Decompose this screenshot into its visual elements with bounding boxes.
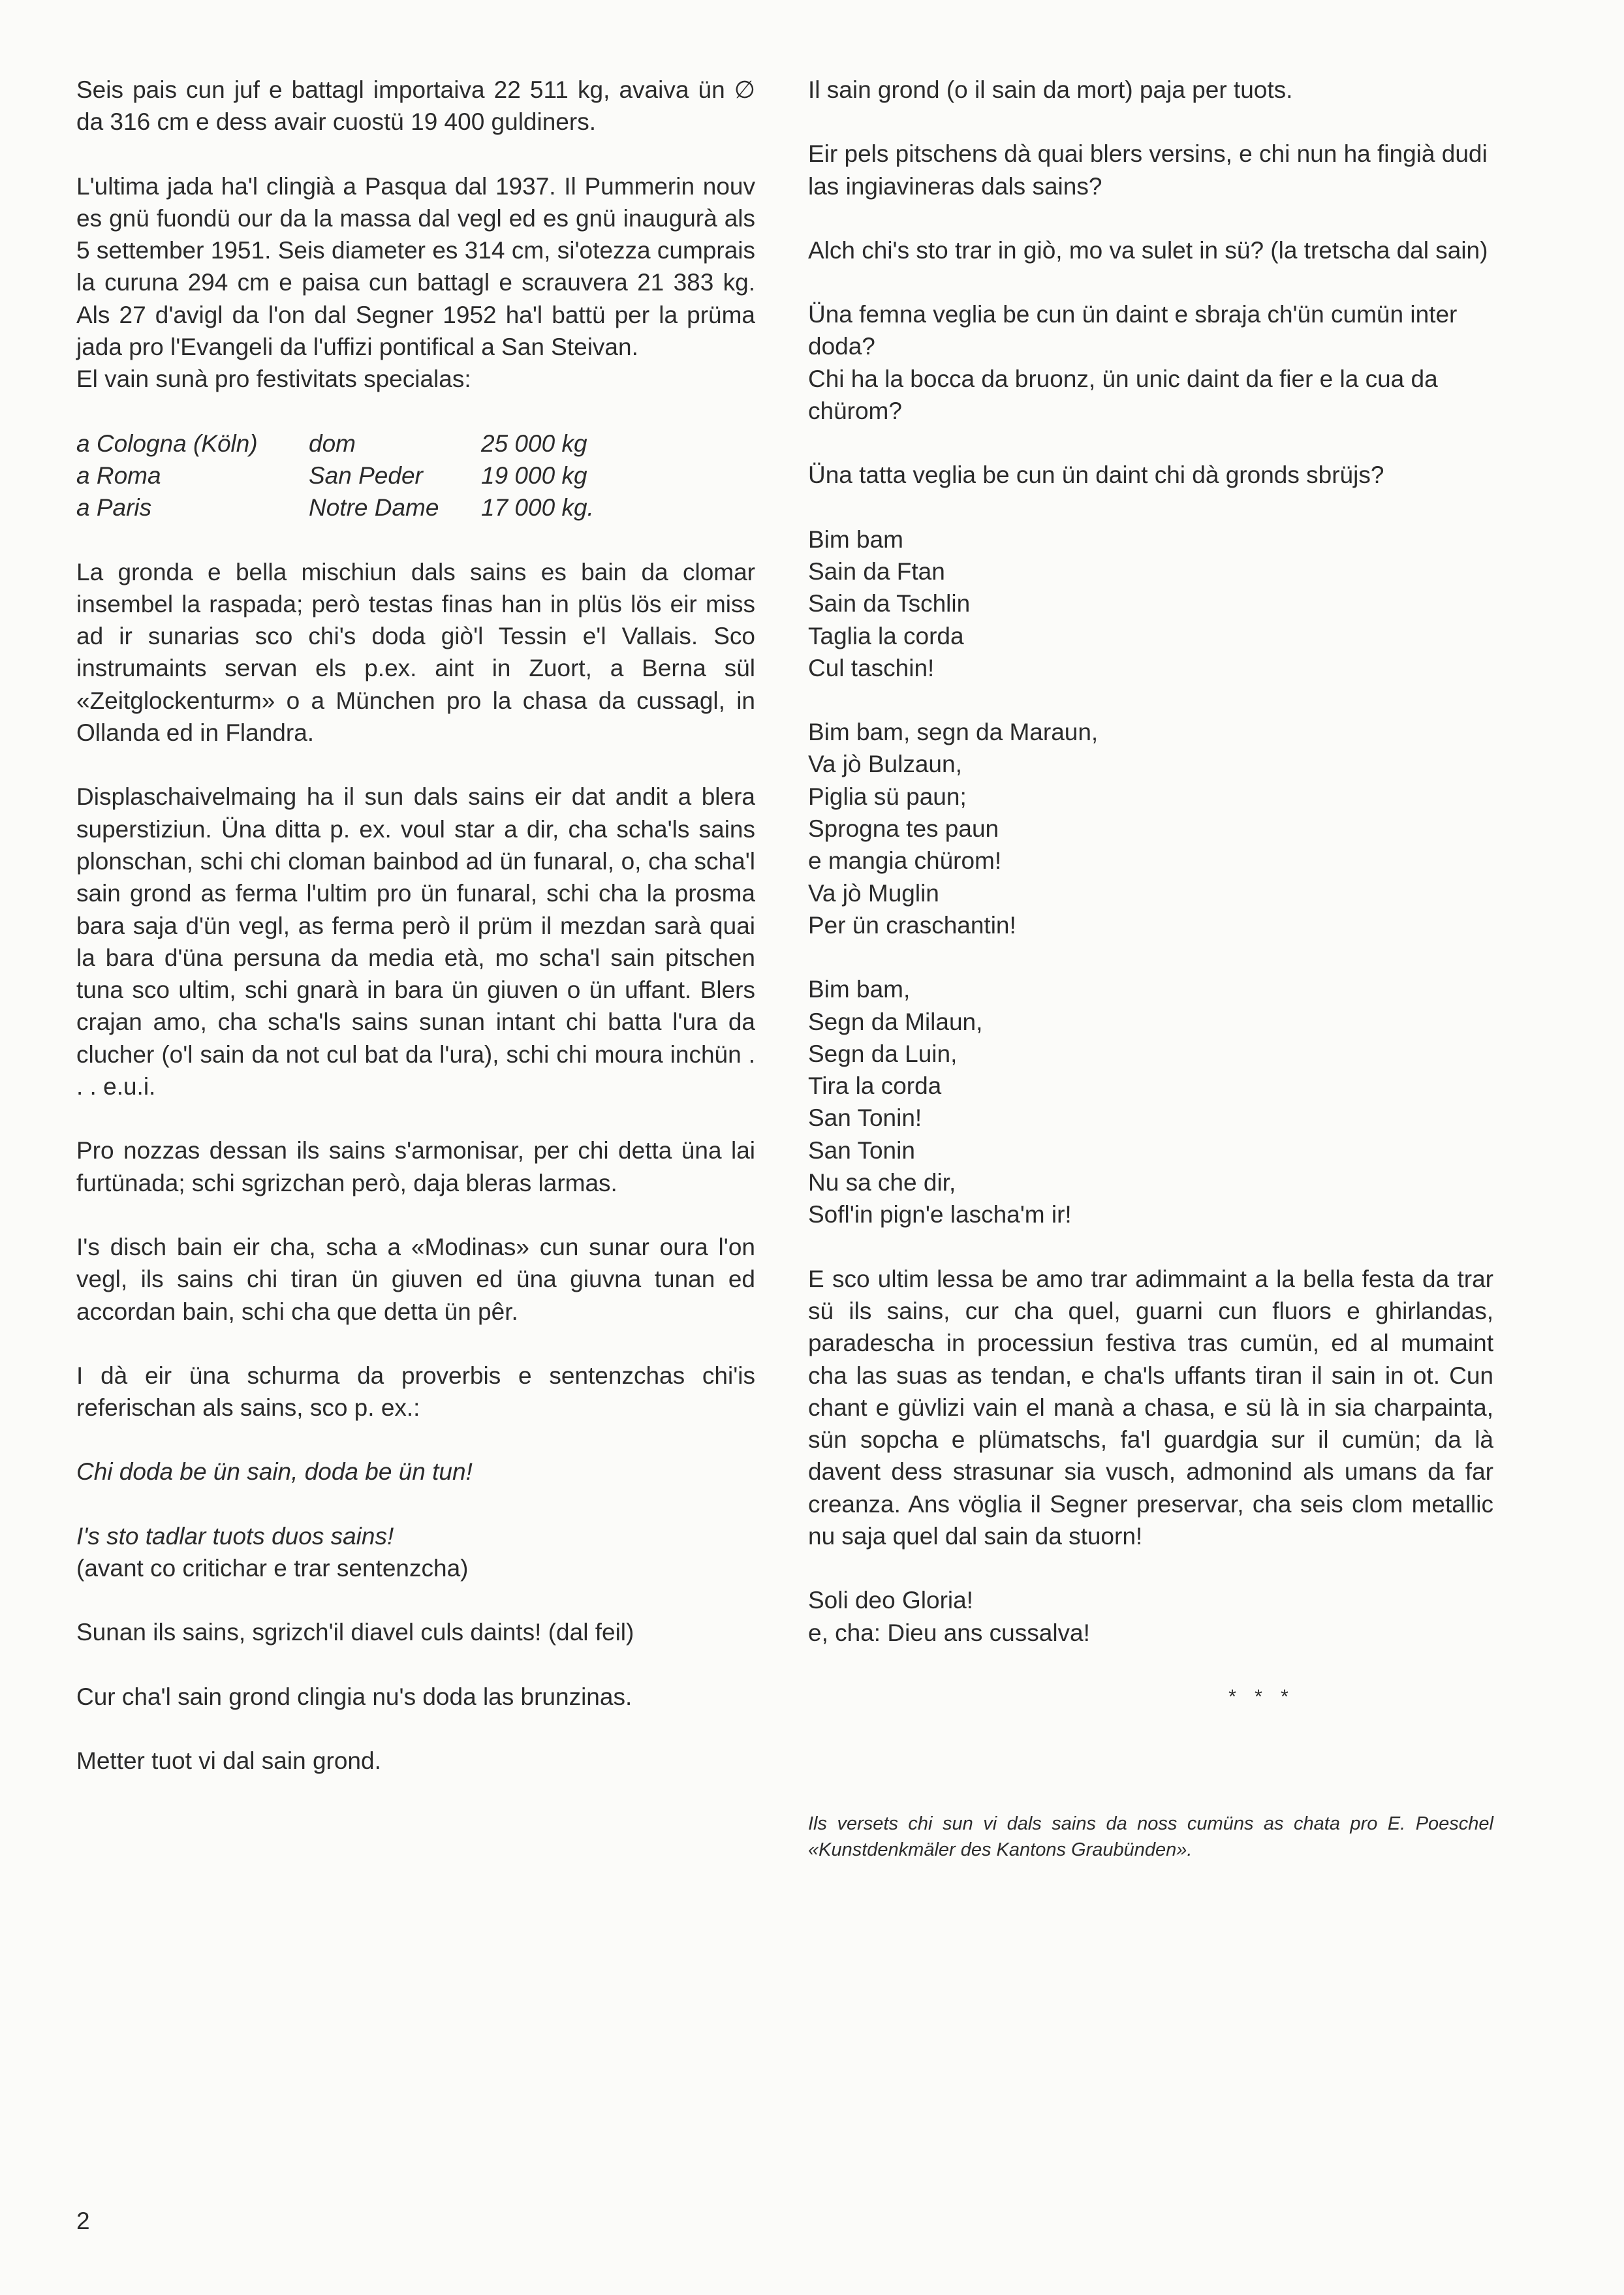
verse-line: Sain da Ftan: [808, 557, 945, 585]
verse-maraun: [808, 716, 1493, 941]
bell-city: a Roma: [76, 461, 161, 489]
left-column: [76, 74, 755, 1809]
verse-line: Tira la corda: [808, 1072, 942, 1100]
right-column: [808, 74, 1493, 1882]
paragraph-modinas: I's disch bain eir cha, scha a «Modinas» cun sunar oura l'on vegl, ils sains chi tiran ün giuven ed üna giuvna tunan ed accordan bain, schi cha que detta ün pêr.: [76, 1233, 755, 1325]
verse-line: Bim bam: [808, 525, 903, 553]
paragraph-death-bell: Il sain grond (o il sain da mort) paja per tuots.: [808, 76, 1293, 103]
verse-line: Va jò Muglin: [808, 879, 939, 907]
verse-line: Cul taschin!: [808, 654, 935, 681]
verse-line: Sain da Tschlin: [808, 590, 971, 617]
bell-weight: 17 000 kg.: [481, 494, 594, 522]
proverb: I's sto tadlar tuots duos sains!: [76, 1522, 394, 1550]
paragraph-festivities-intro: El vain sunà pro festivitats specialas:: [76, 366, 471, 393]
verse-ftan: [808, 523, 1493, 684]
proverb-explanation: (avant co critichar e trar sentenzcha): [76, 1554, 469, 1582]
riddle: Üna tatta veglia be cun ün daint chi dà gronds sbrüjs?: [808, 461, 1384, 489]
riddle: Üna femna veglia be cun ün daint e sbraja ch'ün cumün inter doda?: [808, 301, 1458, 360]
verse-line: Va jò Bulzaun,: [808, 751, 962, 778]
verse-milaun: [808, 973, 1493, 1230]
paragraph-superstition: Displaschaivelmaing ha il sun dals sains eir dat andit a blera superstiziun. Üna ditta p. ex. voul star a dir, cha scha'ls sains plonschan, schi chi cloman bainbod ad ün funaral, o, cha scha'l sain grond as ferma l'ultim pro ün funaral, schi cha la prosma bara saja d'ün vegl, as ferma però il prüm il mezdan sarà quai la bara d'üna persuna da media età, mo scha'l sain pitschen tuna sco ultim, schi gnarà in bara ün giuven o ün uffant. Blers crajan amo, cha scha'ls sains sunan intant chi batta l'ura da clucher (o'l sain da not cul bat da l'ura), schi chi moura inchün . . . e.u.i.: [76, 783, 755, 1101]
paragraph-bell-festival: E sco ultim lessa be amo trar adimmaint a la bella festa da trar sü ils sains, cur cha quel, guarni cun fluors e ghirlandas, paradescha in processiun festiva tras cumün, ed al mumaint cha las suas as tendan, e cha'ls uffants tiran il sain in ot. Cun chant e güvlizi vain el manà a chasa, e sü là in sia charpainta, sün sopcha e plümatschs, fa'l guardgia sur il cumün; da là davent dess strasunar sia vusch, admonind als umans da far creanza. Ans vöglia il Segner preservar, cha seis clom metallic nu saja quel dal sain da stuorn!: [808, 1265, 1493, 1550]
verse-line: e mangia chürom!: [808, 847, 1002, 875]
verse-line: Segn da Luin,: [808, 1040, 958, 1067]
proverb: Chi doda be ün sain, doda be ün tun!: [76, 1458, 473, 1486]
verse-line: Per ün craschantin!: [808, 911, 1016, 939]
paragraph-pummerin: L'ultima jada ha'l clingià a Pasqua dal 1937. Il Pummerin nouv es gnü fuondü our da la massa dal vegl ed es gnü inaugurà als 5 settember 1951. Seis diameter es 314 cm, si'otezza cumprais la curuna 294 cm e paisa cun battagl e scrauvera 21 383 kg. Als 27 d'avigl da l'on dal Segner 1952 ha'l battü per la prüma jada pro l'Evangeli da l'uffizi pontifical a San Steivan.: [76, 172, 755, 361]
table-row: [76, 492, 594, 523]
table-row: [76, 428, 594, 460]
proverb: Metter tuot vi dal sain grond.: [76, 1747, 381, 1774]
riddle: Alch chi's sto trar in giò, mo va sulet in sü? (la tretscha dal sain): [808, 236, 1488, 264]
verse-line: Taglia la corda: [808, 622, 964, 649]
verse-line: Piglia sü paun;: [808, 783, 967, 810]
verse-line: Nu sa che dir,: [808, 1169, 956, 1196]
verse-line: San Tonin!: [808, 1104, 922, 1132]
verse-line: San Tonin: [808, 1136, 915, 1164]
footnote: Ils versets chi sun vi dals sains da noss cumüns as chata pro E. Poeschel «Kunstdenkmäler des Kantons Graubünden».: [808, 1813, 1493, 1861]
paragraph-bell-weight: Seis pais cun juf e battagl importaiva 22 511 kg, avaiva ün ∅ da 316 cm e dess avair cuostü 19 400 guldiners.: [76, 76, 755, 136]
paragraph-weddings: Pro nozzas dessan ils sains s'armonisar, per chi detta üna lai furtünada; schi sgrizchan però, daja bleras larmas.: [76, 1137, 755, 1196]
bell-church: dom: [309, 429, 356, 457]
paragraph-carillon: La gronda e bella mischiun dals sains es bain da clomar insembel la raspada; però testas finas han in plüs lös eir miss ad ir sunarias sco chi's doda giò'l Tessin e'l Vallais. Sco instrumaints servan els p.ex. aint in Zuort, a Berna sül «Zeitglockenturm» o a München pro la chasa da cussagl, in Ollanda ed in Flandra.: [76, 558, 755, 747]
bell-city: a Paris: [76, 494, 152, 522]
bell-weight: 25 000 kg: [481, 429, 587, 457]
verse-line: Segn da Milaun,: [808, 1008, 983, 1035]
verse-line: Sprogna tes paun: [808, 815, 999, 843]
verse-line: Bim bam, segn da Maraun,: [808, 719, 1099, 746]
bell-church: San Peder: [309, 461, 423, 489]
proverb: Sunan ils sains, sgrizch'il diavel culs daints! (dal feil): [76, 1619, 634, 1646]
bell-city: a Cologna (Köln): [76, 429, 258, 457]
page-number: 2: [76, 2208, 90, 2234]
paragraph-proverbs-intro: I dà eir üna schurma da proverbis e sentenzchas chi'is referischan als sains, sco p. ex.:: [76, 1362, 755, 1422]
riddle: Chi ha la bocca da bruonz, ün unic daint da fier e la cua da chürom?: [808, 365, 1438, 425]
proverb: Cur cha'l sain grond clingia nu's doda las brunzinas.: [76, 1683, 632, 1710]
closing-line: e, cha: Dieu ans cussalva!: [808, 1619, 1090, 1646]
bell-weights-table: [76, 428, 594, 524]
table-row: [76, 460, 594, 492]
verse-line: Sofl'in pign'e lascha'm ir!: [808, 1201, 1072, 1228]
bell-church: Notre Dame: [309, 494, 439, 522]
bell-weight: 19 000 kg: [481, 461, 587, 489]
section-divider: * * *: [1228, 1685, 1295, 1708]
closing-line: Soli deo Gloria!: [808, 1587, 973, 1614]
verse-line: Bim bam,: [808, 976, 911, 1003]
paragraph-riddles-intro: Eir pels pitschens dà quai blers versins, e chi nun ha fingià dudi las ingiavineras dals sains?: [808, 140, 1488, 200]
